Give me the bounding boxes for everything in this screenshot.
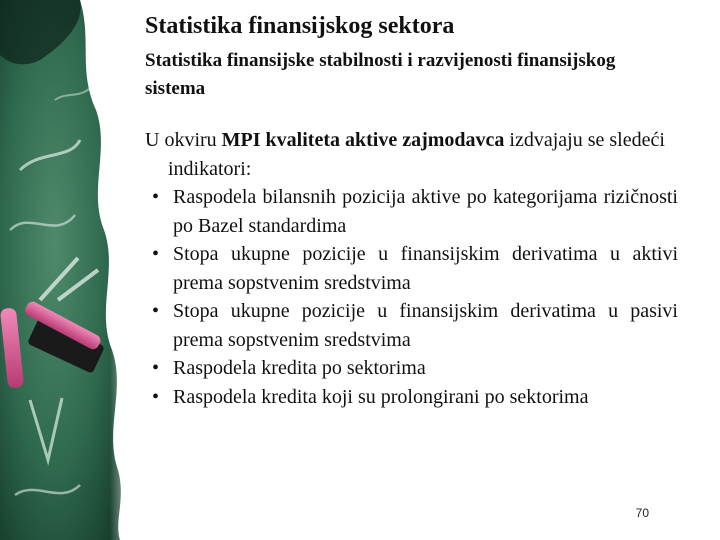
intro-emphasis: MPI kvaliteta aktive zajmodavca xyxy=(221,129,505,151)
list-item xyxy=(145,240,678,297)
chalkboard-image xyxy=(0,0,140,540)
bullet-icon: • xyxy=(152,300,160,322)
list-item xyxy=(145,354,678,383)
bullet-icon: • xyxy=(152,243,160,265)
slide-title: Statistika finansijskog sektora xyxy=(145,13,455,39)
list-item-text: Raspodela kredita po sektorima xyxy=(173,357,426,379)
slide-content xyxy=(145,0,685,540)
indicator-list xyxy=(145,183,678,411)
bullet-icon: • xyxy=(152,186,160,208)
list-item-text: Stopa ukupne pozicije u finansijskim derivatima u aktivi prema sopstvenim sredstvima xyxy=(173,243,678,294)
intro-prefix: U okviru xyxy=(145,129,222,151)
bullet-icon: • xyxy=(152,385,160,408)
intro-paragraph xyxy=(145,126,678,183)
list-item-text: Raspodela bilansnih pozicija aktive po kategorijama rizičnosti po Bazel standardima xyxy=(173,186,678,237)
intro-suffix: izdvajaju se sledeći indikatori: xyxy=(168,129,665,180)
page-number: 70 xyxy=(635,506,649,520)
list-item xyxy=(145,183,678,240)
list-item xyxy=(145,297,678,354)
list-item xyxy=(145,383,678,412)
list-item-text: Stopa ukupne pozicije u finansijskim derivatima u pasivi prema sopstvenim sredstvima xyxy=(173,300,678,351)
bullet-icon: • xyxy=(152,357,160,379)
slide-subtitle: Statistika finansijske stabilnosti i razvijenosti finansijskog sistema xyxy=(145,50,616,99)
list-item-text: Raspodela kredita koji su prolongirani po sektorima xyxy=(173,385,589,408)
slide-body xyxy=(145,126,678,411)
